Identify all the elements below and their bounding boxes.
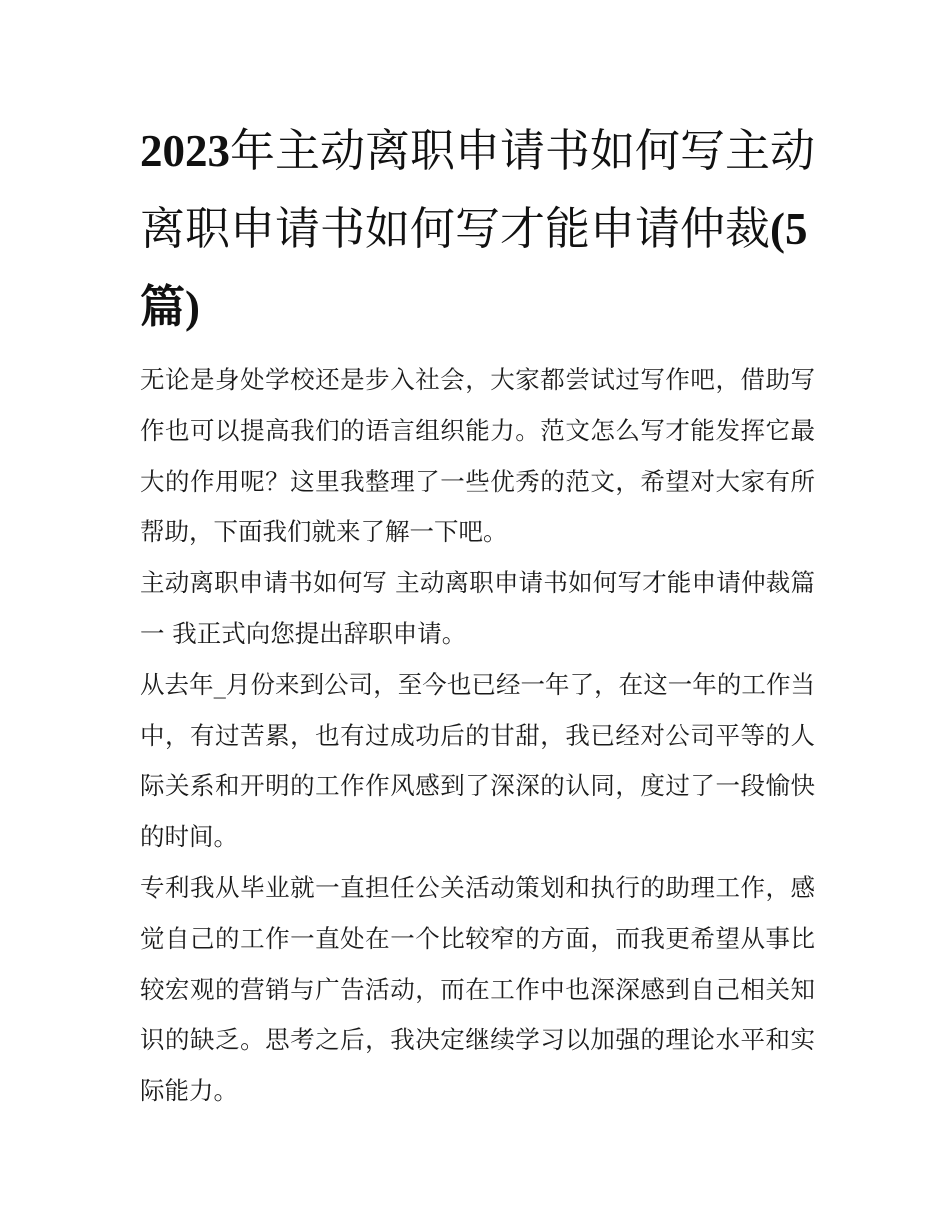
- title-year: 2023: [140, 126, 230, 176]
- document-title: [140, 112, 820, 346]
- document-body: [140, 355, 815, 1117]
- paragraph-experience: 从去年_月份来到公司，至今也已经一年了，在这一年的工作当中，有过苦累，也有过成功后的甘甜，我已经对公司平等的人际关系和开明的工作作风感到了深深的认同，度过了一段愉快的时间。: [140, 669, 815, 852]
- paragraph-intro: 无论是身处学校还是步入社会，大家都尝试过写作吧，借助写作也可以提高我们的语言组织能力。范文怎么写才能发挥它最大的作用呢？这里我整理了一些优秀的范文，希望对大家有所帮助，下面我们就来了解一下吧。: [140, 365, 815, 547]
- title-count-suffix: 篇): [140, 282, 200, 332]
- paragraph-reason: 专利我从毕业就一直担任公关活动策划和执行的助理工作，感觉自己的工作一直处在一个比较窄的方面，而我更希望从事比较宏观的营销与广告活动，而在工作中也深深感到自己相关知识的缺乏。思考之后，我决定继续学习以加强的理论水平和实际能力。: [140, 872, 815, 1106]
- title-count: (5: [770, 204, 808, 254]
- paragraph-section-heading: 主动离职申请书如何写 主动离职申请书如何写才能申请仲裁篇一 我正式向您提出辞职申请。: [140, 568, 815, 648]
- title-main: 年主动离职申请书如何写主动离职申请书如何写才能申请仲裁: [140, 124, 816, 255]
